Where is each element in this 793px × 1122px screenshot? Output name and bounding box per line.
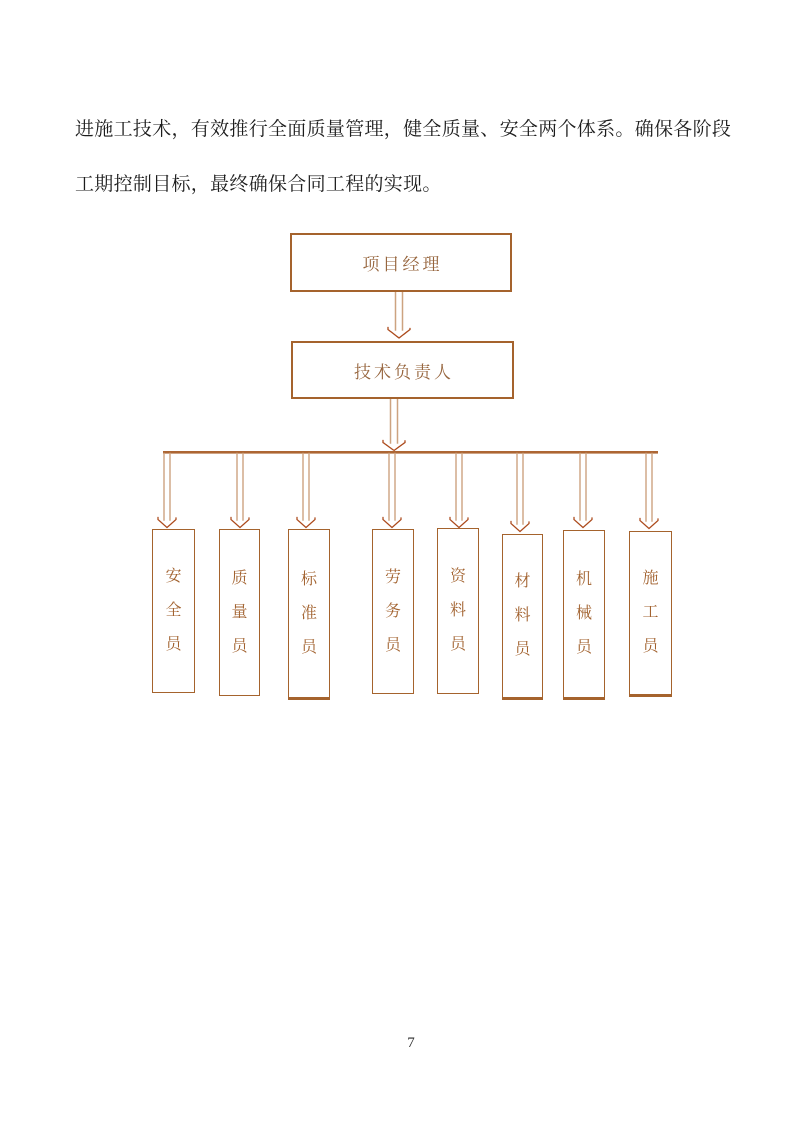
role-box-safety [152,529,195,693]
role-label: 劳务员 [384,568,401,654]
project-manager-label: 项目经理 [362,255,443,274]
branch-down-arrow-4 [383,454,401,528]
role-box-documents [437,528,479,694]
project-manager-box [290,233,512,292]
branch-down-arrow-5 [450,454,468,528]
branch-down-arrow-7 [574,454,592,528]
branch-down-arrow-1 [158,454,176,528]
page-number: 7 [407,1035,415,1051]
paragraph-line-2: 工期控制目标，最终确保合同工程的实现。 [75,174,442,195]
paragraph-line-1: 进施工技术，有效推行全面质量管理，健全质量、安全两个体系。确保各阶段 [75,119,732,140]
role-box-quality [219,529,260,696]
technical-director-box [291,341,514,399]
technical-director-label: 技术负责人 [354,362,454,382]
role-label: 安全员 [165,568,182,653]
role-label: 材料员 [514,573,531,658]
branch-down-arrow-3 [297,454,315,528]
role-box-materials [502,534,543,700]
body-paragraph [75,102,740,212]
role-box-machinery [563,530,605,700]
down-arrow-connector-td-to-branch [383,399,405,451]
role-box-construction [629,531,672,697]
role-box-labor [372,529,414,694]
branch-down-arrow-8 [640,454,658,529]
role-label: 机械员 [575,571,592,656]
branch-down-arrow-6 [511,454,529,532]
down-arrow-connector-pm-to-td [388,292,410,338]
branch-down-arrow-2 [231,454,249,528]
role-label: 标准员 [300,570,317,656]
role-box-standards [288,529,330,700]
role-label: 施工员 [642,570,659,655]
role-label: 质量员 [231,569,248,655]
role-label: 资料员 [449,568,466,653]
